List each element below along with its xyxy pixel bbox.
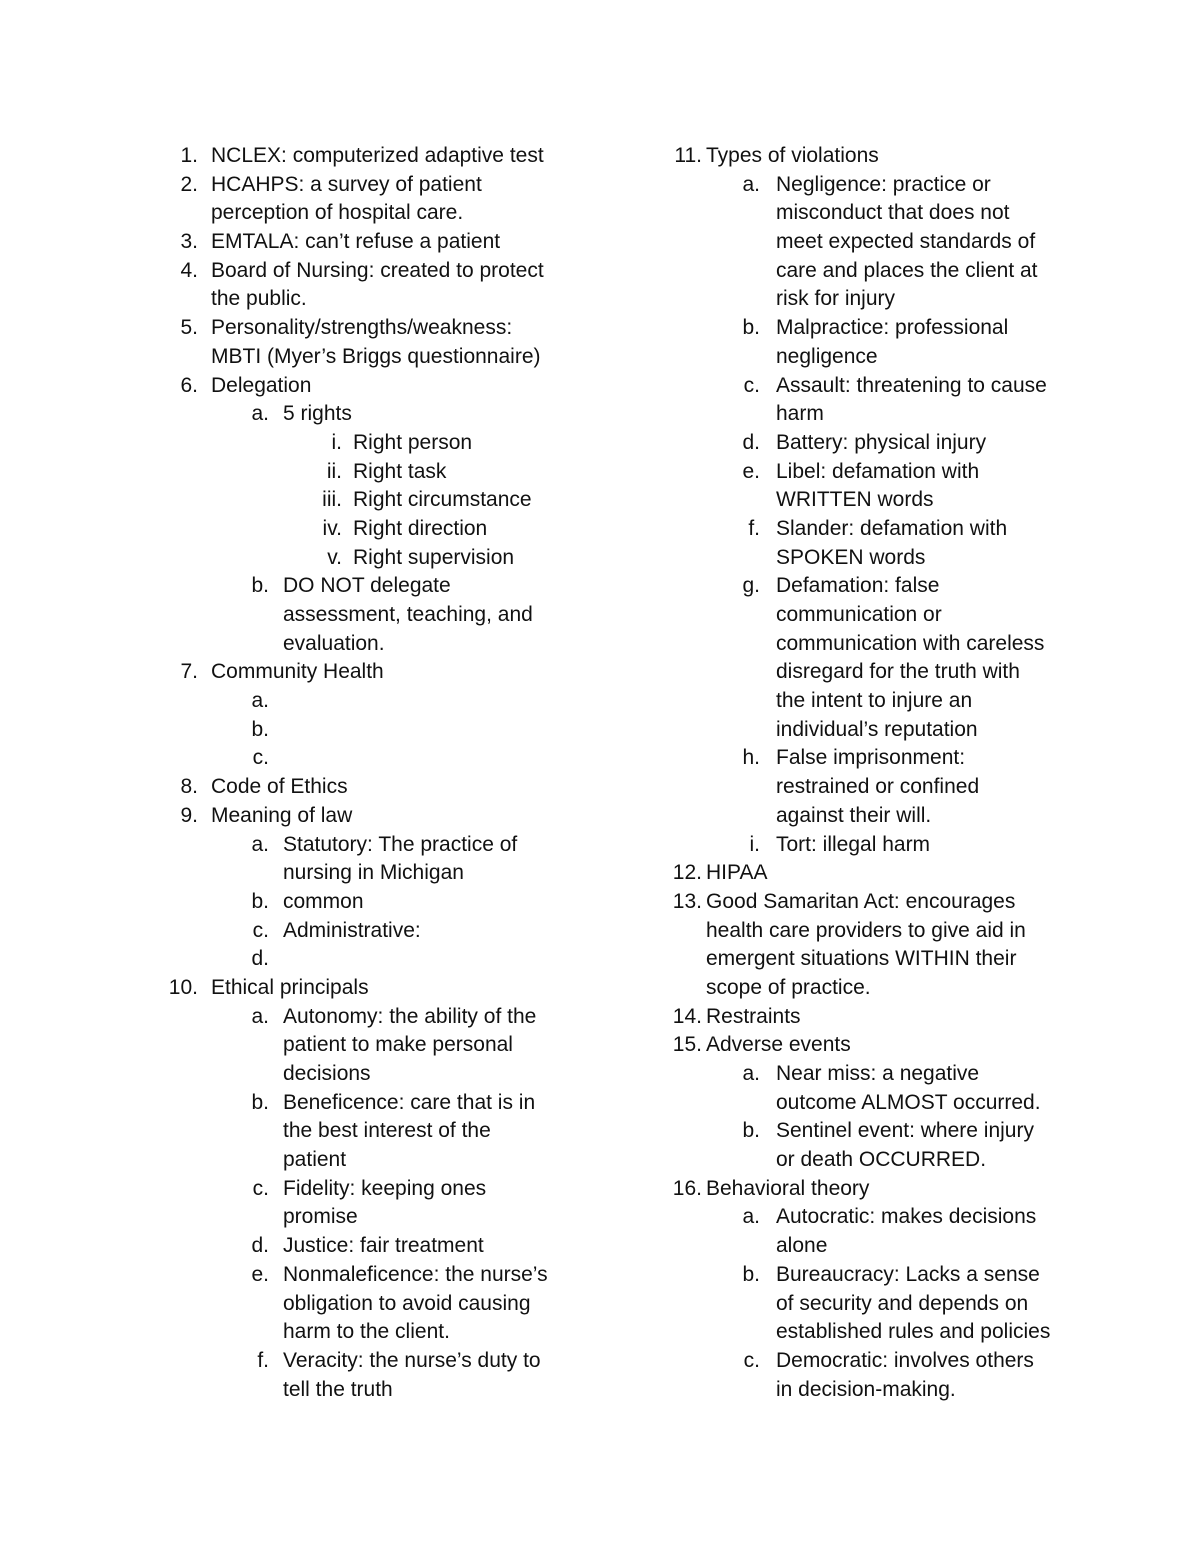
list-item-line (662, 1203, 1072, 1232)
list-item-line (168, 716, 568, 745)
list-item-text: Restraints (706, 1004, 801, 1028)
list-item-line (168, 171, 568, 200)
list-item-text: EMTALA: can’t refuse a patient (211, 230, 501, 254)
list-item-line (662, 974, 1072, 1003)
list-item-line (662, 1347, 1072, 1376)
list-marker: i. (749, 832, 760, 856)
list-item-line (662, 917, 1072, 946)
list-item-line (662, 515, 1072, 544)
list-item-text: Near miss: a negative (776, 1062, 980, 1085)
list-item-text: False imprisonment: (776, 746, 966, 770)
list-item-line (662, 572, 1072, 601)
list-item-text: Fidelity: keeping ones (283, 1176, 487, 1200)
list-item-line (168, 1003, 568, 1032)
list-item-text: Behavioral theory (706, 1176, 870, 1200)
list-item-text: HIPAA (706, 861, 768, 885)
list-item-text: outcome ALMOST occurred. (776, 1090, 1041, 1114)
list-item-line (168, 630, 568, 659)
list-item-text: DO NOT delegate (283, 574, 451, 598)
list-item-text: harm to the client. (283, 1320, 450, 1344)
list-item-line (168, 1146, 568, 1175)
list-item-line (662, 1060, 1072, 1089)
list-item-text: Good Samaritan Act: encourages (706, 889, 1016, 913)
list-item-text: Justice: fair treatment (283, 1234, 484, 1258)
list-item-line (662, 372, 1072, 401)
list-item-line (662, 544, 1072, 573)
list-marker: c. (743, 1348, 760, 1372)
list-item-line (168, 285, 568, 314)
list-item-line (662, 744, 1072, 773)
list-marker: b. (742, 316, 760, 340)
list-marker: 9. (180, 803, 198, 827)
list-item-line (168, 1290, 568, 1319)
list-item-line (662, 1089, 1072, 1118)
list-item-text: NCLEX: computerized adaptive test (211, 144, 544, 167)
list-item-line (168, 658, 568, 687)
list-item-line (168, 773, 568, 802)
list-item-line (662, 1175, 1072, 1204)
list-item-line (662, 630, 1072, 659)
list-item-line (662, 486, 1072, 515)
list-marker: g. (742, 574, 760, 598)
list-item-line (168, 1060, 568, 1089)
list-item-text: Delegation (211, 373, 312, 397)
list-item-text: Autocratic: makes decisions (776, 1205, 1037, 1229)
list-item-text: SPOKEN words (776, 545, 926, 569)
list-item-line (662, 1117, 1072, 1146)
list-marker: e. (742, 459, 760, 483)
list-item-text: nursing in Michigan (283, 861, 464, 885)
list-item-line (168, 372, 568, 401)
list-item-line (168, 744, 568, 773)
list-item-line (168, 142, 568, 171)
list-item-text: Right person (353, 430, 473, 454)
list-item-text: the best interest of the (283, 1119, 491, 1143)
list-item-line (168, 888, 568, 917)
list-item-line (168, 859, 568, 888)
list-marker: b. (742, 1262, 760, 1286)
list-item-text: Right direction (353, 516, 488, 540)
list-item-text: or death OCCURRED. (776, 1148, 987, 1172)
list-marker: 3. (180, 230, 198, 254)
list-item-text: the intent to injure an (776, 689, 973, 713)
list-item-text: Community Health (211, 660, 384, 684)
list-item-line (662, 1261, 1072, 1290)
list-item-text: communication with careless (776, 631, 1045, 655)
list-marker: i. (331, 430, 342, 454)
list-item-line (168, 515, 568, 544)
list-item-line (168, 257, 568, 286)
list-item-line (662, 945, 1072, 974)
list-marker: c. (252, 746, 269, 770)
list-item-line (168, 400, 568, 429)
list-item-line (662, 831, 1072, 860)
list-item-text: perception of hospital care. (211, 201, 464, 225)
list-item-text: Personality/strengths/weakness: (211, 316, 513, 340)
list-marker: b. (251, 717, 269, 741)
list-item-text: Slander: defamation with (776, 516, 1008, 540)
list-item-text: promise (283, 1205, 358, 1229)
list-item-line (662, 658, 1072, 687)
list-item-text: Battery: physical injury (776, 430, 987, 454)
list-item-text: disregard for the truth with (776, 660, 1020, 684)
list-item-line (662, 429, 1072, 458)
list-marker: d. (251, 1234, 269, 1258)
list-item-text: Right task (353, 459, 447, 483)
list-item-text: obligation to avoid causing (283, 1291, 531, 1315)
list-marker: a. (251, 832, 269, 856)
list-item-text: Libel: defamation with (776, 459, 980, 483)
list-item-text: the public. (211, 287, 307, 311)
list-item-line (662, 1232, 1072, 1261)
list-item-text: Assault: threatening to cause (776, 373, 1047, 397)
list-item-text: 5 rights (283, 402, 352, 426)
list-item-line (662, 1146, 1072, 1175)
list-item-text: Ethical principals (211, 975, 369, 999)
list-item-text: decisions (283, 1062, 371, 1085)
list-marker: a. (742, 1205, 760, 1229)
list-item-line (168, 831, 568, 860)
list-item-line (168, 544, 568, 573)
list-item-line (168, 1203, 568, 1232)
list-item-text: emergent situations WITHIN their (706, 947, 1017, 971)
list-marker: a. (251, 689, 269, 713)
list-marker: a. (742, 1062, 760, 1085)
list-item-text: Adverse events (706, 1033, 851, 1057)
list-item-line (168, 1318, 568, 1347)
list-item-text: Right supervision (353, 545, 515, 569)
list-item-line (662, 228, 1072, 257)
list-item-text: WRITTEN words (776, 488, 934, 512)
list-item-line (662, 314, 1072, 343)
list-marker: 7. (180, 660, 198, 684)
list-item-text: alone (776, 1234, 828, 1258)
list-item-text: Bureaucracy: Lacks a sense (776, 1262, 1040, 1286)
list-item-line (662, 142, 1072, 171)
list-marker: 13. (672, 889, 702, 913)
list-item-text: MBTI (Myer’s Briggs questionnaire) (211, 344, 541, 368)
list-item-line (662, 601, 1072, 630)
list-item-line (662, 888, 1072, 917)
list-item-text: Beneficence: care that is in (283, 1090, 536, 1114)
list-item-line (168, 1232, 568, 1261)
list-marker: v. (327, 545, 342, 569)
list-marker: d. (742, 430, 760, 454)
list-item-text: in decision-making. (776, 1377, 956, 1401)
list-item-line (168, 974, 568, 1003)
list-marker: 4. (180, 258, 198, 282)
list-item-text: misconduct that does not (776, 201, 1010, 225)
list-item-text: Nonmaleficence: the nurse’s (283, 1262, 548, 1286)
list-marker: f. (748, 516, 760, 540)
list-item-line (168, 429, 568, 458)
list-item-line (168, 802, 568, 831)
list-item-line (168, 1376, 568, 1405)
list-marker: iv. (322, 516, 342, 540)
list-item-line (662, 1290, 1072, 1319)
list-item-line (168, 687, 568, 716)
list-item-line (662, 859, 1072, 888)
list-item-line (662, 716, 1072, 745)
list-marker: f. (257, 1348, 269, 1372)
list-item-line (662, 257, 1072, 286)
list-marker: 10. (168, 975, 198, 999)
list-item-text: communication or (776, 603, 942, 626)
list-item-line (168, 1175, 568, 1204)
list-item-line (168, 917, 568, 946)
list-item-text: meet expected standards of (776, 230, 1036, 254)
list-item-text: Board of Nursing: created to protect (211, 258, 544, 282)
list-marker: 2. (180, 172, 198, 196)
list-marker: c. (743, 373, 760, 397)
list-item-text: assessment, teaching, and (283, 603, 533, 626)
list-marker: 12. (672, 861, 702, 885)
list-item-text: Defamation: false (776, 574, 940, 598)
list-marker: a. (742, 172, 760, 196)
list-marker: b. (251, 889, 269, 913)
list-marker: 15. (672, 1033, 702, 1057)
list-item-text: Right circumstance (353, 488, 532, 512)
list-item-line (662, 343, 1072, 372)
list-item-text: patient (283, 1148, 347, 1172)
list-item-line (662, 285, 1072, 314)
list-item-text: negligence (776, 344, 878, 368)
list-item-line (168, 1031, 568, 1060)
list-item-text: Tort: illegal harm (776, 832, 931, 856)
list-item-line (168, 343, 568, 372)
list-item-text: harm (776, 402, 824, 426)
list-item-text: established rules and policies (776, 1320, 1051, 1344)
list-item-text: health care providers to give aid in (706, 918, 1026, 942)
list-marker: ii. (326, 459, 342, 483)
list-item-line (662, 199, 1072, 228)
list-item-text: restrained or confined (776, 775, 980, 799)
list-item-line (168, 486, 568, 515)
list-item-line (168, 228, 568, 257)
list-item-line (168, 1117, 568, 1146)
list-item-text: Types of violations (706, 144, 879, 167)
list-marker: c. (252, 1176, 269, 1200)
list-item-line (662, 1318, 1072, 1347)
list-item-text: HCAHPS: a survey of patient (211, 172, 482, 196)
list-item-text: Statutory: The practice of (283, 832, 518, 856)
list-marker: iii. (322, 488, 342, 512)
list-item-text: tell the truth (283, 1377, 393, 1401)
list-item-text: individual’s reputation (776, 717, 978, 741)
list-marker: b. (742, 1119, 760, 1143)
list-item-line (168, 1347, 568, 1376)
list-item-text: risk for injury (776, 287, 896, 311)
list-item-text: patient to make personal (283, 1033, 513, 1057)
list-item-text: Meaning of law (211, 803, 353, 827)
list-item-text: Administrative: (283, 918, 421, 942)
list-marker: 1. (180, 144, 198, 167)
list-item-text: care and places the client at (776, 258, 1038, 282)
list-item-line (168, 199, 568, 228)
list-item-text: evaluation. (283, 631, 385, 655)
list-marker: 6. (180, 373, 198, 397)
list-marker: c. (252, 918, 269, 942)
list-item-line (662, 687, 1072, 716)
list-item-text: Autonomy: the ability of the (283, 1004, 537, 1028)
list-marker: a. (251, 402, 269, 426)
list-item-line (168, 314, 568, 343)
list-item-line (662, 1003, 1072, 1032)
list-item-line (168, 945, 568, 974)
right-column (662, 142, 1072, 1404)
list-item-line (662, 1376, 1072, 1405)
list-marker: b. (251, 1090, 269, 1114)
list-marker: a. (251, 1004, 269, 1028)
list-marker: e. (251, 1262, 269, 1286)
list-item-text: Sentinel event: where injury (776, 1119, 1034, 1143)
list-marker: d. (251, 947, 269, 971)
list-item-line (168, 601, 568, 630)
list-marker: 11. (674, 144, 702, 167)
list-item-line (168, 1261, 568, 1290)
list-marker: 14. (672, 1004, 702, 1028)
list-item-text: of security and depends on (776, 1291, 1029, 1315)
list-marker: b. (251, 574, 269, 598)
left-column (168, 142, 568, 1404)
list-item-line (662, 1031, 1072, 1060)
list-item-text: Negligence: practice or (776, 172, 991, 196)
list-marker: 8. (180, 775, 198, 799)
list-item-text: against their will. (776, 803, 932, 827)
list-item-text: common (283, 889, 364, 913)
list-item-line (662, 773, 1072, 802)
list-item-line (168, 572, 568, 601)
list-item-line (662, 171, 1072, 200)
list-item-text: Democratic: involves others (776, 1348, 1034, 1372)
list-marker: 16. (672, 1176, 702, 1200)
list-item-line (168, 1089, 568, 1118)
list-item-line (168, 458, 568, 487)
list-item-line (662, 802, 1072, 831)
list-item-line (662, 400, 1072, 429)
list-item-line (662, 458, 1072, 487)
list-marker: 5. (180, 316, 198, 340)
list-marker: h. (742, 746, 760, 770)
list-item-text: scope of practice. (706, 975, 871, 999)
list-item-text: Malpractice: professional (776, 316, 1009, 340)
list-item-text: Veracity: the nurse’s duty to (283, 1348, 541, 1372)
list-item-text: Code of Ethics (211, 775, 348, 799)
